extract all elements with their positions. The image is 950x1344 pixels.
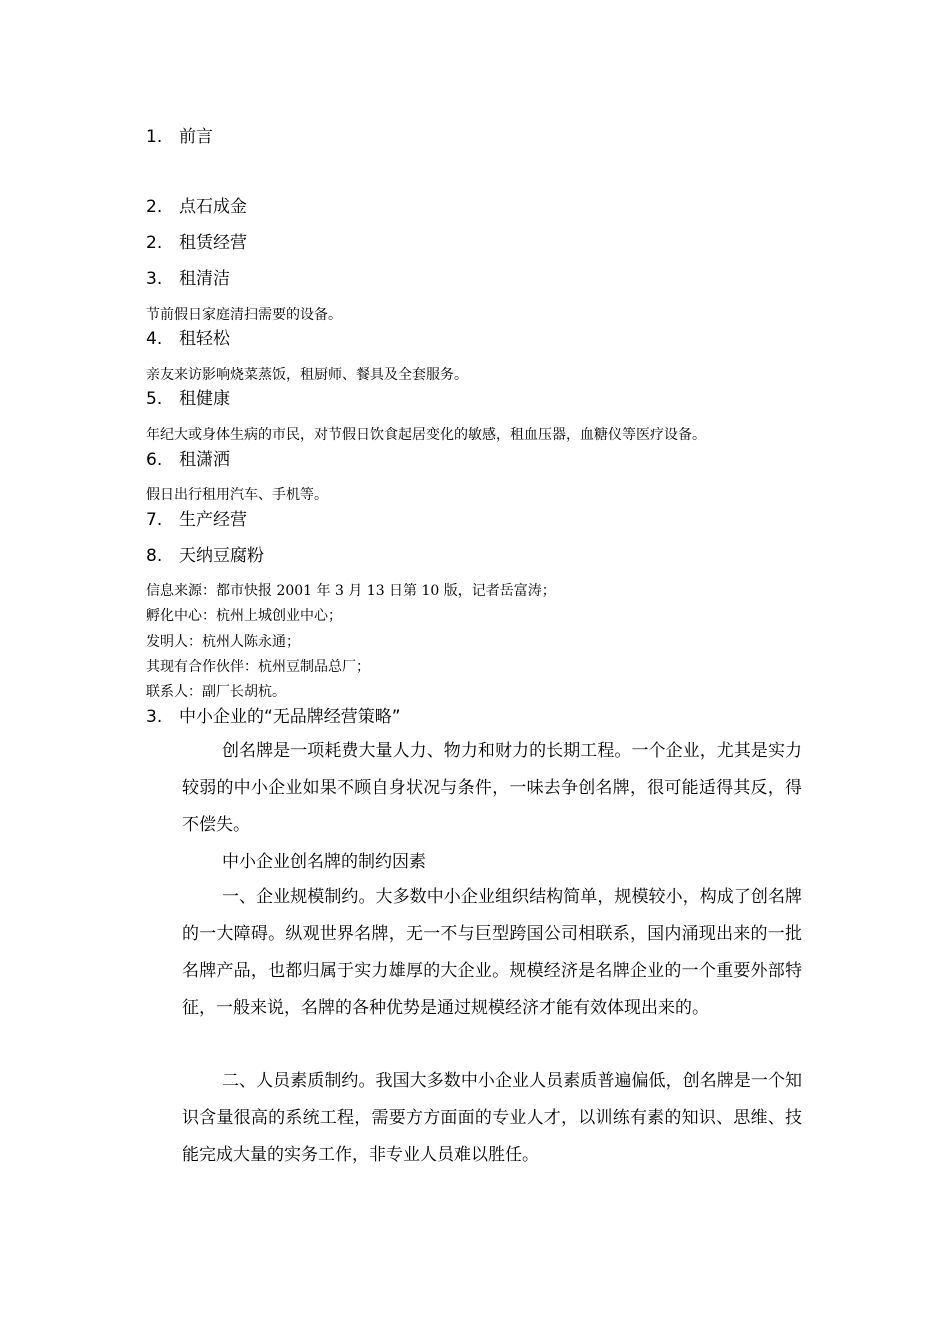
heading-number: 5. [146,389,163,409]
heading-number: 4. [146,329,163,349]
heading-number: 6. [146,450,163,470]
note-leisure: 假日出行租用汽车、手机等。 [146,487,328,503]
heading-text: 租健康 [179,389,230,409]
heading-number: 2. [146,233,163,253]
note-contact: 联系人：副厂长胡杭。 [146,684,286,700]
note-incubator: 孵化中心：杭州上城创业中心； [146,608,342,624]
heading-dianshichengjin [146,196,247,218]
heading-text: 租赁经营 [179,233,247,253]
heading-text: 租潇洒 [179,450,230,470]
body-paragraph-subtitle: 中小企业创名牌的制约因素 [222,852,426,872]
note-inventor: 发明人：杭州人陈永通； [146,634,300,650]
heading-cleaning [146,268,230,290]
body-paragraph-scale: 一、企业规模制约。大多数中小企业组织结构简单，规模较小，构成了创名牌的一大障碍。纵观世界名牌，无一不与巨型跨国公司相联系，国内涌现出来的一批名牌产品，也都归属于实力雄厚的大企业。规模经济是名牌企业的一个重要外部特征，一般来说，名牌的各种优势是通过规模经济才能有效体现出来的。 [182,887,802,1018]
heading-text: 生产经营 [179,510,247,530]
body-paragraph-intro: 创名牌是一项耗费大量人力、物力和财力的长期工程。一个企业，尤其是实力较弱的中小企业如果不顾自身状况与条件，一味去争创名牌，很可能适得其反，得不偿失。 [182,741,802,835]
heading-number: 7. [146,510,163,530]
heading-leisure [146,449,230,471]
heading-number: 3. [146,269,163,289]
heading-leasing [146,232,247,254]
note-cleaning: 节前假日家庭清扫需要的设备。 [146,307,342,323]
heading-preface [146,126,213,148]
heading-text: 点石成金 [179,197,247,217]
heading-relax [146,328,230,350]
heading-number: 8. [146,546,163,566]
note-relax: 亲友来访影响烧菜蒸饭，租厨师、餐具及全套服务。 [146,367,468,383]
heading-number: 1. [146,127,163,147]
heading-health [146,388,230,410]
body-paragraph-personnel: 二、人员素质制约。我国大多数中小企业人员素质普遍偏低，创名牌是一个知识含量很高的系统工程，需要方方面面的专业人才，以训练有素的知识、思维、技能完成大量的实务工作，非专业人员难以胜任。 [182,1071,802,1165]
heading-production [146,509,247,531]
heading-text: 租清洁 [179,269,230,289]
heading-number: 3. [146,707,163,727]
heading-text: 天纳豆腐粉 [179,546,264,566]
heading-no-brand-strategy [146,706,401,728]
heading-text: 租轻松 [179,329,230,349]
note-health: 年纪大或身体生病的市民，对节假日饮食起居变化的敏感，租血压器，血糖仪等医疗设备。 [146,427,706,443]
heading-tofu-powder [146,545,264,567]
note-source: 信息来源：都市快报 2001 年 3 月 13 日第 10 版，记者岳富涛； [146,583,556,599]
heading-text: 前言 [179,127,213,147]
heading-number: 2. [146,197,163,217]
note-partner: 其现有合作伙伴：杭州豆制品总厂； [146,659,370,675]
heading-text: 中小企业的“无品牌经营策略” [179,707,401,727]
